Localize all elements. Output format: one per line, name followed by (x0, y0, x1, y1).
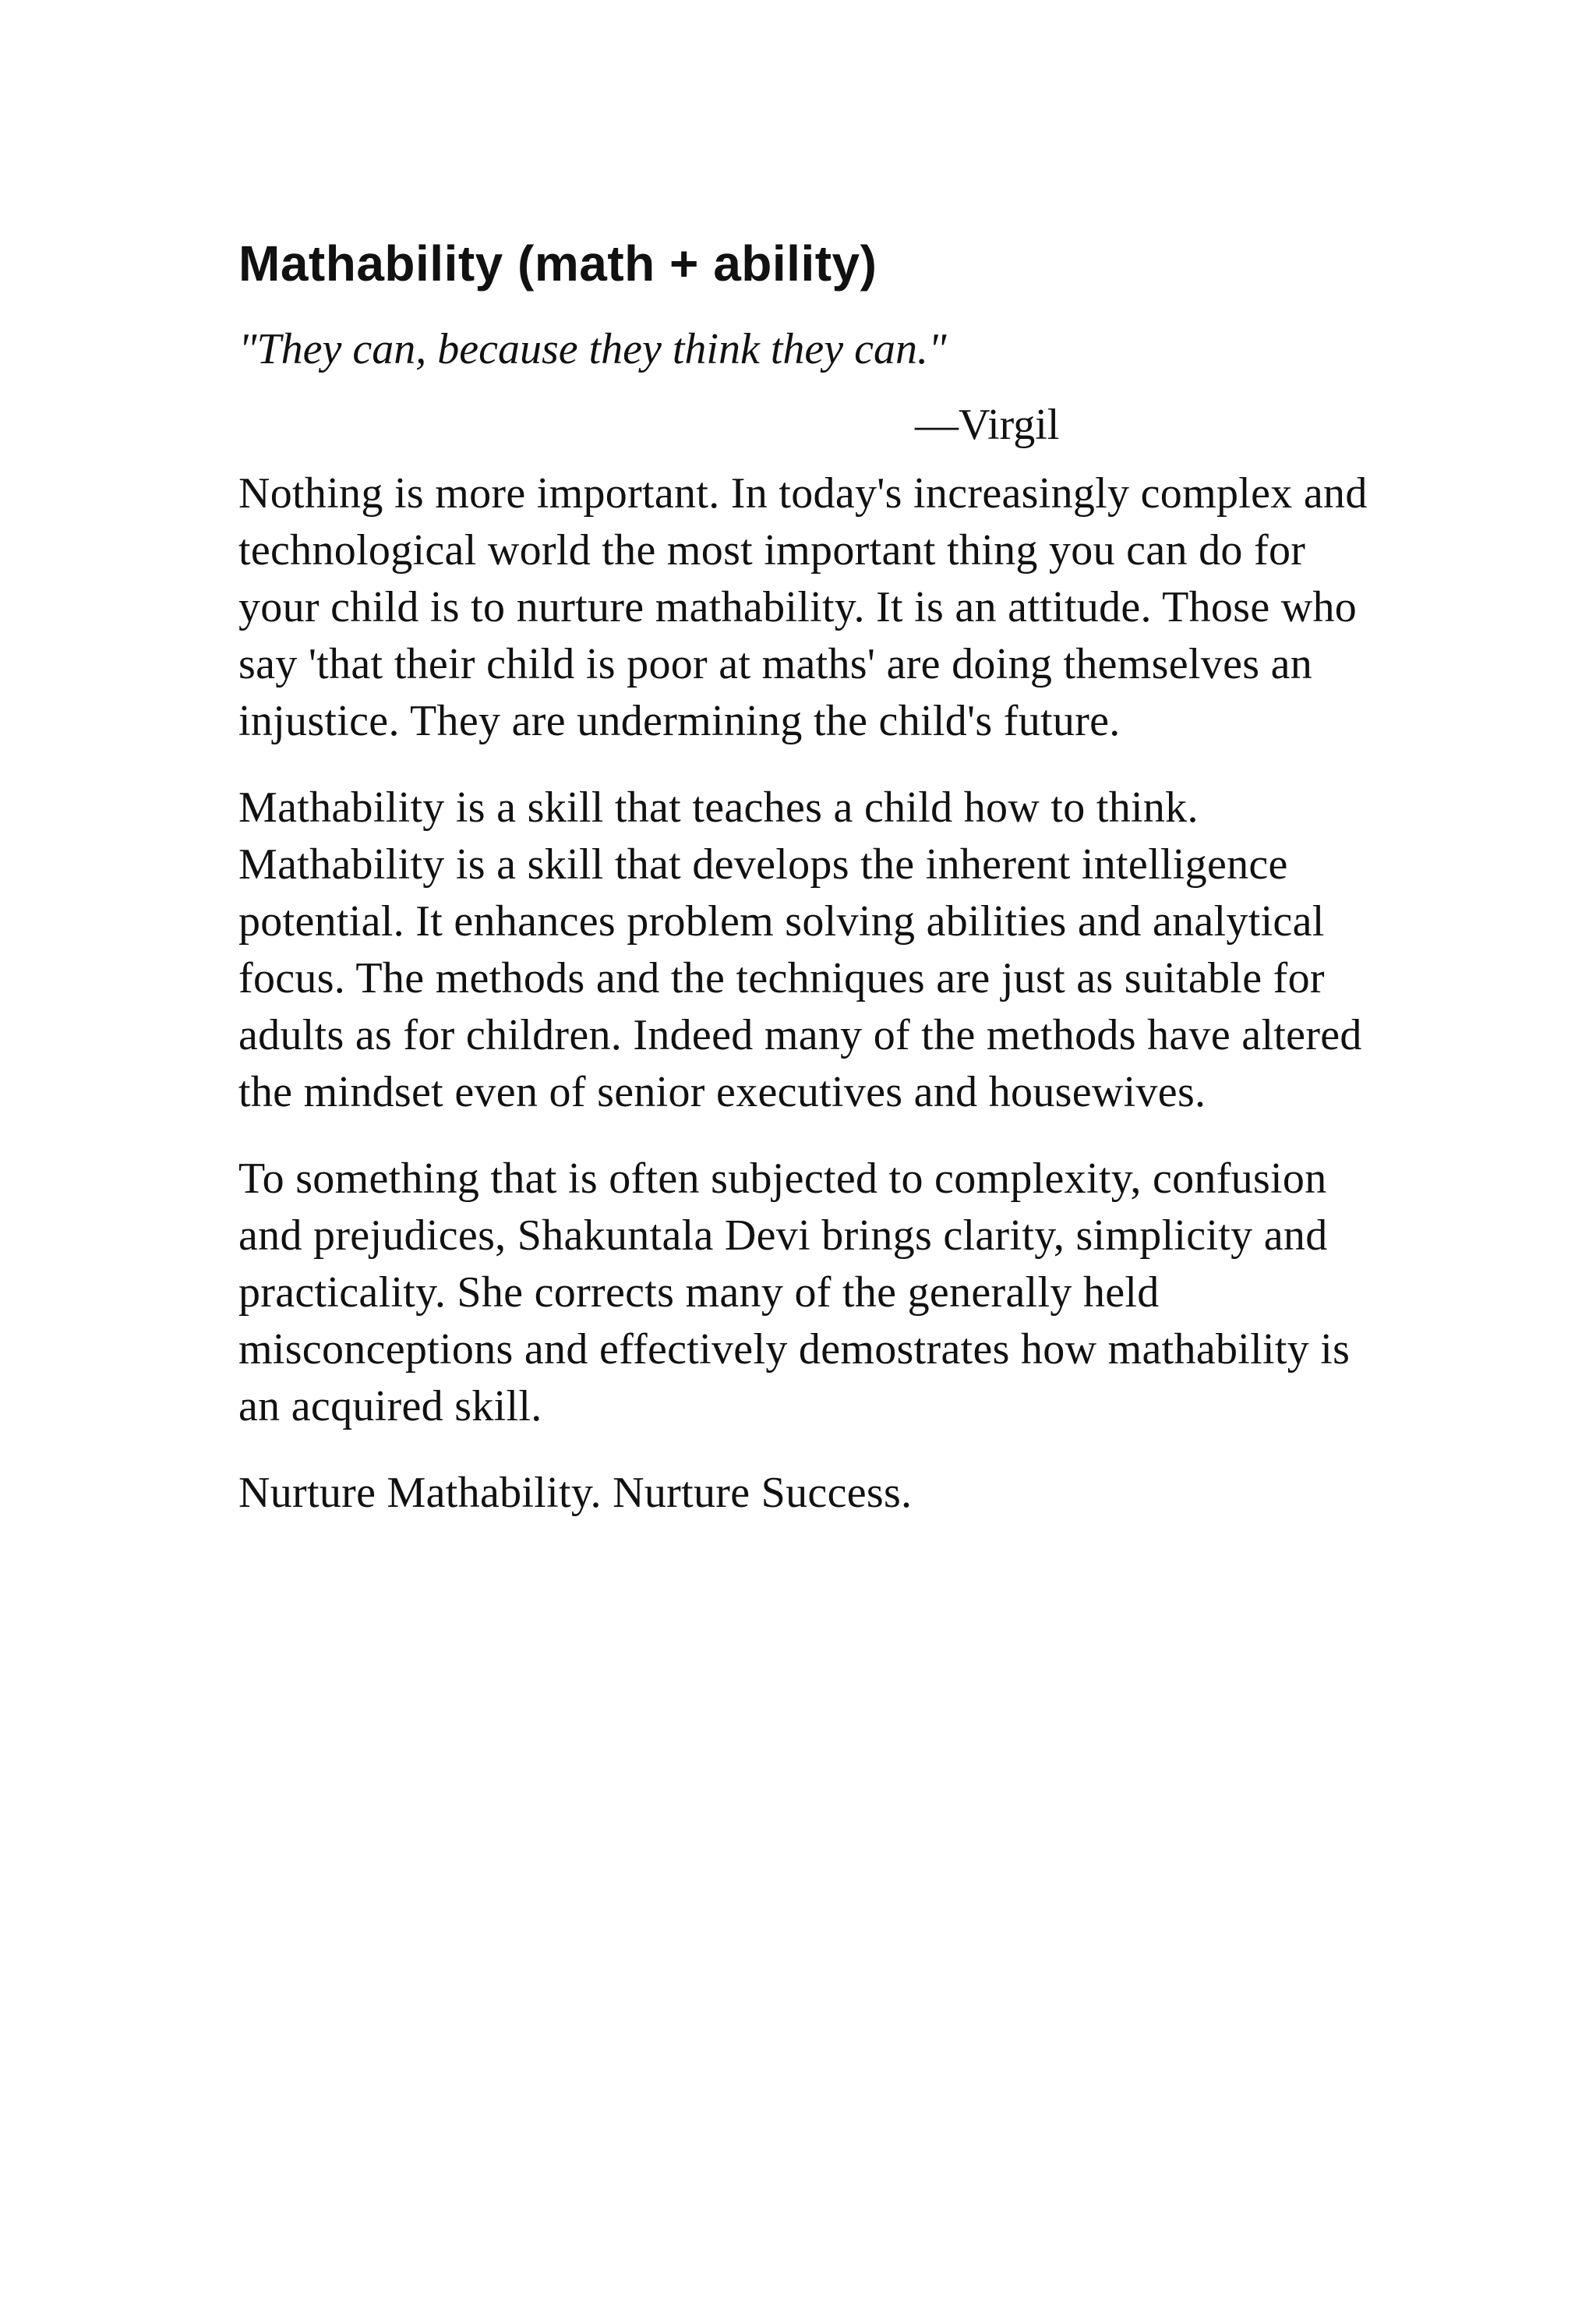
page-title: Mathability (math + ability) (238, 235, 877, 292)
epigraph-author: —Virgil (915, 400, 1060, 449)
page-content (238, 234, 1392, 1522)
closing-line: Nurture Mathability. Nurture Success. (238, 1469, 913, 1518)
paragraph-2: Mathability is a skill that teaches a child how to think. Mathability is a skill that develops the inherent intelligence potential. It enhances problem solving abilities and analytical focus. The methods and the techniques are just as suitable for adults as for children. Indeed many of the methods have altered the mindset even of senior executives and housewives. (238, 783, 1362, 1117)
paragraph-1: Nothing is more important. In today's increasingly complex and technological world the most important thing you can do for your child is to nurture mathability. It is an attitude. Those who say 'that their child is poor at maths' are doing themselves an injustice. They are undermining the child's future. (238, 469, 1368, 746)
paragraph-3: To something that is often subjected to complexity, confusion and prejudices, Shakuntala Devi brings clarity, simplicity and practicality. She corrects many of the generally held misconceptions and effectively demostrates how mathability is an acquired skill. (238, 1154, 1351, 1431)
epigraph-quote: "They can, because they think they can." (238, 324, 947, 373)
